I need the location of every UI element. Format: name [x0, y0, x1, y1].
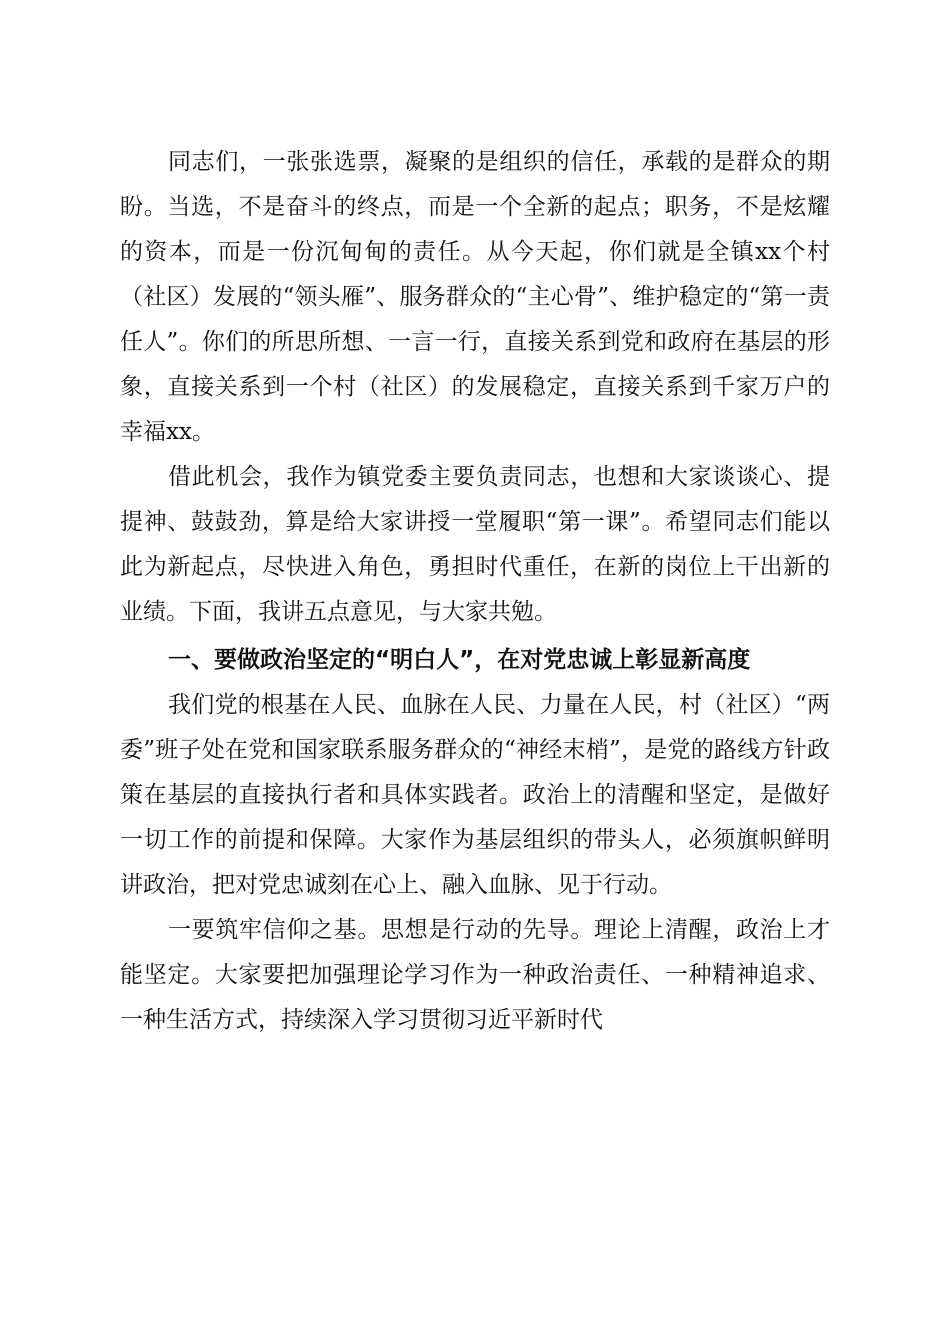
paragraph-opening: 同志们，一张张选票，凝聚的是组织的信任，承载的是群众的期盼。当选，不是奋斗的终点，而是一个全新的起点；职务，不是炫耀的资本，而是一份沉甸甸的责任。从今天起，你们就是全镇xx个村（社区）发展的“领头雁”、服务群众的“主心骨”、维护稳定的“第一责任人”。你们的所思所想、一言一行，直接关系到党和政府在基层的形象，直接关系到一个村（社区）的发展稳定，直接关系到千家万户的幸福xx。	[120, 149, 830, 445]
paragraph-point-1: 一要筑牢信仰之基。思想是行动的先导。理论上清醒，政治上才能坚定。大家要把加强理论学习作为一种政治责任、一种精神追求、一种生活方式，持续深入学习贯彻习近平新时代	[120, 917, 830, 1033]
paragraph-section-1: 我们党的根基在人民、血脉在人民、力量在人民，村（社区）“两委”班子处在党和国家联系服务群众的“神经末梢”，是党的路线方针政策在基层的直接执行者和具体实践者。政治上的清醒和坚定，是做好一切工作的前提和保障。大家作为基层组织的带头人，必须旗帜鲜明讲政治，把对党忠诚刻在心上、融入血脉、见于行动。	[120, 692, 830, 898]
paragraph-intro: 借此机会，我作为镇党委主要负责同志，也想和大家谈谈心、提提神、鼓鼓劲，算是给大家讲授一堂履职“第一课”。希望同志们能以此为新起点，尽快进入角色，勇担时代重任，在新的岗位上干出新的业绩。下面，我讲五点意见，与大家共勉。	[120, 464, 830, 625]
document-body	[120, 140, 830, 1043]
section-heading-1: 一、要做政治坚定的“明白人”，在对党忠诚上彰显新高度	[168, 647, 751, 673]
